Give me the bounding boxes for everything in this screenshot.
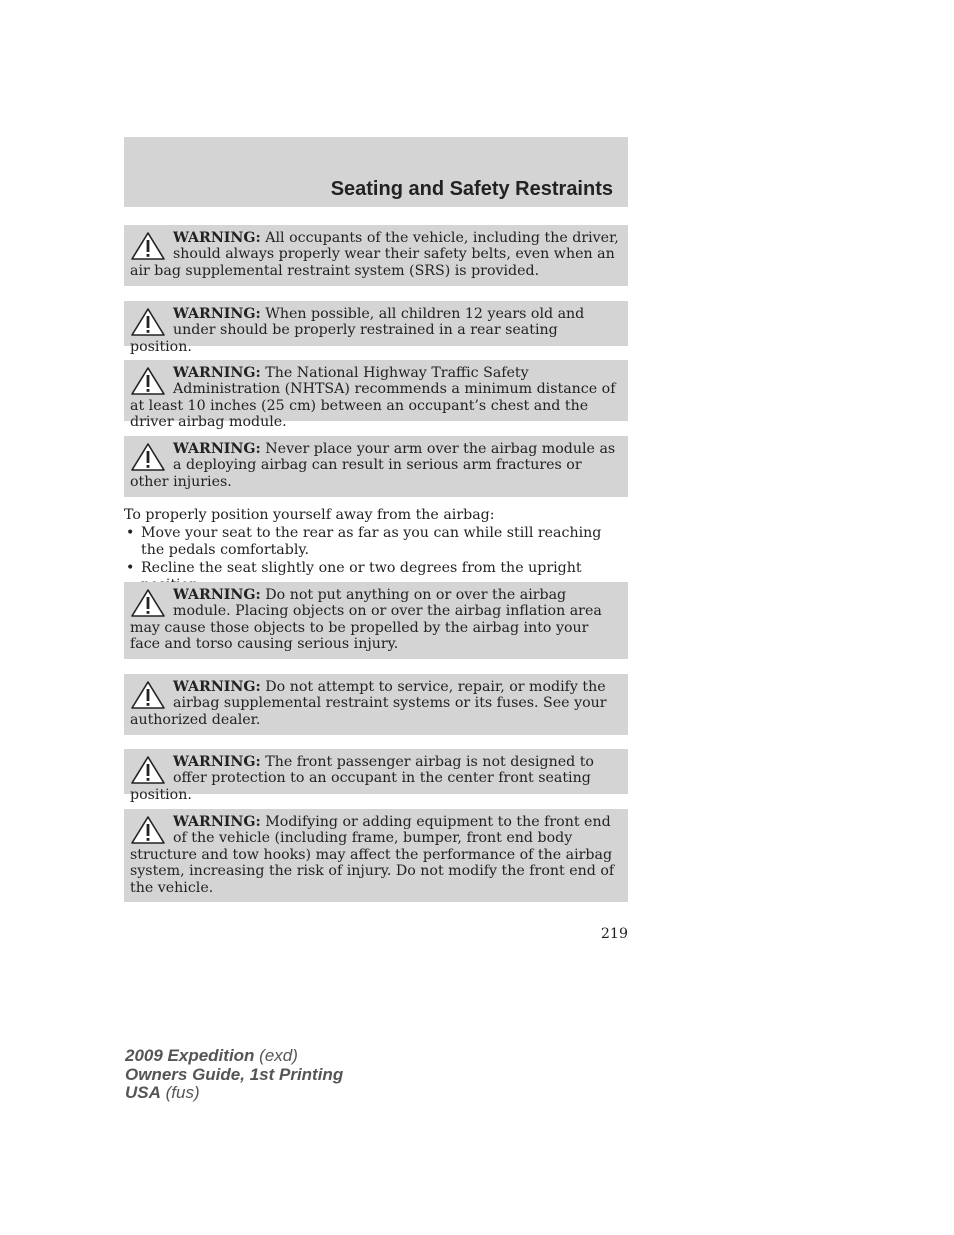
footer-market: USA <box>125 1083 161 1102</box>
warning-box <box>124 809 628 902</box>
footer-model-code: (exd) <box>259 1046 298 1065</box>
list-item-text: Recline the seat slightly one or two degrees from the upright <box>141 559 582 576</box>
warning-text: Modifying or adding equipment to the front end of the vehicle (including frame, bumper, front end body structure and tow hooks) may affect the performance of the airbag system, increasing the risk of injury. Do not modify the front end of the vehicle. <box>130 814 615 896</box>
warning-label: WARNING: <box>173 365 261 381</box>
warning-box <box>124 225 628 286</box>
warning-triangle-icon <box>130 755 166 785</box>
warning-triangle-icon <box>130 588 166 618</box>
warning-text: Do not attempt to service, repair, or modify the airbag supplemental restraint systems or its fuses. See your authorized dealer. <box>130 679 607 728</box>
warning-triangle-icon <box>130 815 166 845</box>
footer-model: 2009 Expedition <box>125 1046 255 1065</box>
warning-box <box>124 436 628 497</box>
bullet-icon: • <box>126 524 135 541</box>
footer-line <box>125 1084 343 1103</box>
warning-text: All occupants of the vehicle, including the driver, should always properly wear their safety belts, even when an air bag supplemental restraint system (SRS) is provided. <box>130 230 619 279</box>
document-footer <box>125 1047 343 1103</box>
warning-label: WARNING: <box>173 587 261 603</box>
warning-text: The National Highway Traffic Safety Administration (NHTSA) recommends a minimum distance of at least 10 inches (25 cm) between an occupant’s chest and the driver airbag module. <box>130 365 616 431</box>
warning-box <box>124 582 628 659</box>
list-item <box>124 525 628 560</box>
warning-label: WARNING: <box>173 754 261 770</box>
warning-triangle-icon <box>130 442 166 472</box>
warning-label: WARNING: <box>173 230 261 246</box>
intro-paragraph: To properly position yourself away from the airbag: <box>124 507 495 523</box>
warning-text: Do not put anything on or over the airbag module. Placing objects on or over the airbag inflation area may cause those objects to be propelled by the airbag into your face and torso causing serious injury. <box>130 587 602 653</box>
warning-triangle-icon <box>130 366 166 396</box>
warning-triangle-icon <box>130 307 166 337</box>
warning-box <box>124 360 628 431</box>
warning-label: WARNING: <box>173 306 261 322</box>
list-item-text: Move your seat to the rear as far as you can while still reaching the pedals comfortably. <box>141 524 602 558</box>
warning-box <box>124 674 628 735</box>
warning-box <box>124 301 628 355</box>
footer-line <box>125 1047 343 1066</box>
warning-triangle-icon <box>130 680 166 710</box>
footer-market-code: (fus) <box>165 1083 200 1102</box>
section-title: Seating and Safety Restraints <box>330 178 613 200</box>
warning-label: WARNING: <box>173 814 261 830</box>
warning-triangle-icon <box>130 231 166 261</box>
section-header <box>124 137 628 207</box>
warning-label: WARNING: <box>173 679 261 695</box>
warning-label: WARNING: <box>173 441 261 457</box>
page-number: 219 <box>600 926 628 942</box>
warning-box <box>124 749 628 803</box>
footer-printing: Owners Guide, 1st Printing <box>125 1064 344 1084</box>
warning-text: Never place your arm over the airbag module as a deploying airbag can result in serious arm fractures or other injuries. <box>130 441 616 490</box>
warning-text: When possible, all children 12 years old and under should be properly restrained in a rear seating position. <box>130 306 585 355</box>
footer-line <box>125 1066 343 1085</box>
warning-text: The front passenger airbag is not designed to offer protection to an occupant in the center front seating position. <box>130 754 594 803</box>
bullet-icon: • <box>126 559 135 576</box>
